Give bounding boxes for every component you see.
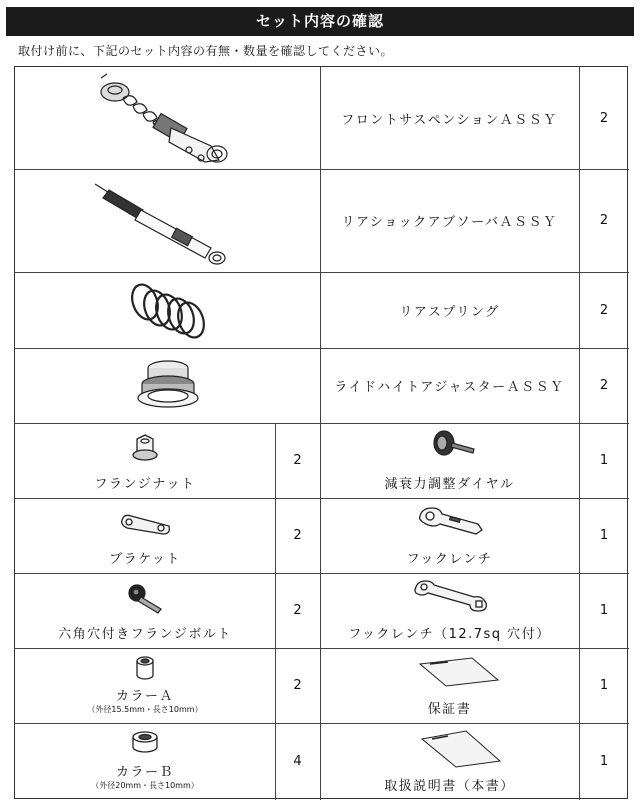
item-name: リアショックアブソーバＡＳＳＹ [341, 215, 558, 230]
item-qty: 2 [293, 528, 302, 543]
instruction-text: 取付け前に、下記のセット内容の有無・数量を確認してください。 [18, 44, 394, 58]
collar-b-icon [131, 731, 159, 753]
item-spec: （外径15.5mm・長さ10mm） [87, 705, 203, 714]
item-qty: 2 [293, 453, 302, 468]
warranty-card-icon [418, 656, 500, 688]
ride-height-adjuster-icon [133, 358, 203, 414]
item-name: 保証書 [427, 702, 472, 717]
manual-icon [420, 729, 502, 769]
hook-wrench-square-icon [412, 579, 492, 613]
hex-socket-bolt-cell [15, 573, 275, 648]
rear-spring-image-cell [15, 272, 320, 348]
bracket-icon [119, 512, 171, 536]
hook-wrench-icon [416, 506, 486, 538]
item-name: ブラケット [109, 552, 181, 567]
item-name: リアスプリング [399, 304, 500, 320]
item-name: カラーＢ [115, 765, 174, 780]
manual-cell [320, 723, 579, 800]
item-qty: 2 [599, 213, 609, 228]
item-name: ライドハイトアジャスターＡＳＳＹ [334, 380, 565, 395]
flange-nut-icon [131, 433, 159, 463]
item-name: 減衰力調整ダイヤル [384, 477, 515, 492]
item-name: フックレンチ（12.7sq 穴付） [348, 627, 551, 642]
item-name: カラーＡ [115, 689, 174, 704]
rear-shock-absorber-icon [93, 176, 243, 266]
damping-dial-icon [432, 429, 478, 463]
rear-spring-icon [123, 280, 213, 340]
item-spec: （外径20mm・長さ10mm） [91, 781, 199, 790]
damping-dial-cell [320, 423, 579, 498]
item-name: 取扱説明書（本書） [384, 779, 515, 794]
collar-b-cell [15, 723, 275, 800]
front-suspension-image-cell [15, 67, 320, 169]
warranty-card-cell [320, 648, 579, 723]
parts-table [14, 66, 628, 799]
item-qty: 2 [599, 110, 609, 126]
hook-wrench-cell [320, 498, 579, 573]
item-qty: 2 [599, 378, 609, 393]
rear-shock-image-cell [15, 169, 320, 272]
collar-a-cell [15, 648, 275, 723]
item-qty: 2 [293, 678, 302, 693]
item-qty: 1 [599, 678, 609, 693]
item-name: フロントサスペンションＡＳＳＹ [341, 112, 558, 128]
bracket-cell [15, 498, 275, 573]
item-qty: 4 [293, 754, 302, 769]
collar-a-icon [135, 656, 155, 680]
item-name: フランジナット [94, 477, 196, 492]
hook-wrench-square-cell [320, 573, 579, 648]
flange-nut-cell [15, 423, 275, 498]
item-qty: 1 [599, 528, 609, 543]
item-qty: 1 [599, 754, 609, 769]
item-qty: 1 [599, 603, 609, 618]
hex-socket-bolt-icon [127, 583, 167, 613]
item-name: 六角穴付きフランジボルト [58, 627, 232, 642]
page-title: セット内容の確認 [6, 7, 634, 36]
item-qty: 2 [599, 302, 609, 318]
item-qty: 1 [599, 453, 609, 468]
front-suspension-icon [93, 70, 243, 166]
ride-height-adjuster-image-cell [15, 348, 320, 423]
item-qty: 2 [293, 603, 302, 618]
item-name: フックレンチ [406, 552, 493, 567]
